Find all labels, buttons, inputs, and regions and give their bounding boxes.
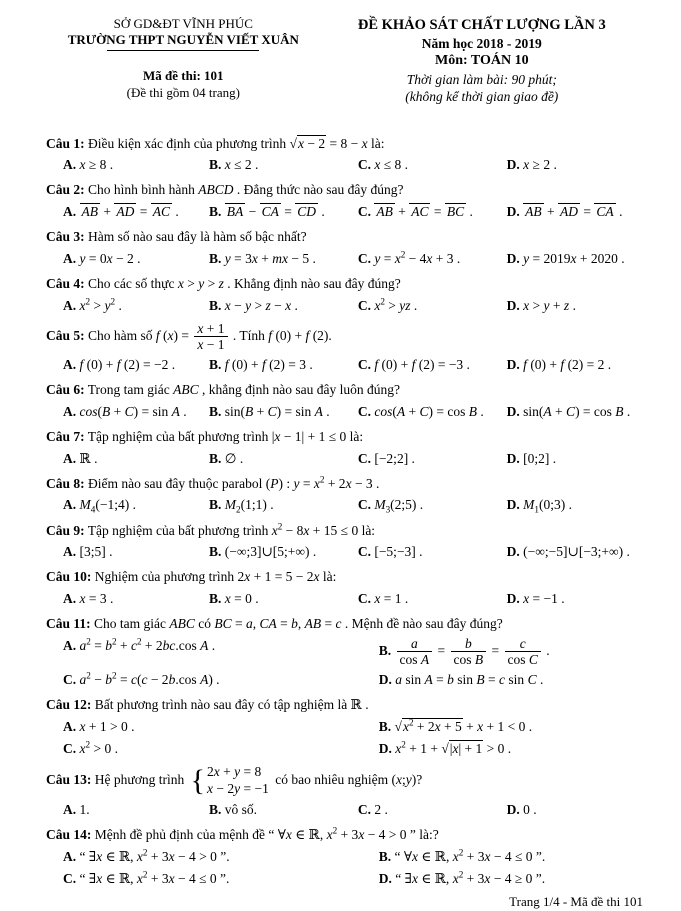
question-stem: Trong tam giác ABC , khẳng định nào sau đây luôn đúng? xyxy=(87,382,400,398)
answer-option: A. x + 1 > 0 . xyxy=(63,718,135,734)
question xyxy=(46,567,643,609)
answer-option: A. x = 3 . xyxy=(63,591,114,607)
answer-option: C. f (0) + f (2) = −3 . xyxy=(357,356,470,372)
question-stem-line xyxy=(46,567,643,587)
question xyxy=(46,614,643,690)
question-label: Câu 9: xyxy=(46,522,85,538)
answer-option: B. x − y > z − x . xyxy=(209,297,298,313)
answer-option: D. 0 . xyxy=(506,801,537,817)
answer-option: B. (−∞;3]∪[5;+∞) . xyxy=(209,544,317,560)
answer-option: A. $a^2 = b^2 + c^2 + 2bc.\cos$ A . xyxy=(63,636,216,653)
answer-option: B. y = 3x + mx − 5 . xyxy=(209,250,316,266)
answer-option: B. “ ∀x ∈ ℝ, $x^2 + 3x - 4 \le 0$ ”. xyxy=(378,847,546,864)
question-stem: Tập nghiệm của bất phương trình $x^2 - 8x + 15 \le 0$ là: xyxy=(87,521,376,538)
answer-option: B. $M_2(1;1)$ . xyxy=(209,497,274,516)
answer-option: C. x ≤ 8 . xyxy=(357,157,408,173)
answer-option: B. sin(B + C) = sin A . xyxy=(209,403,330,419)
answer-option: A. x ≥ 8 . xyxy=(63,157,114,173)
answer-option: A. y = 0x − 2 . xyxy=(63,250,141,266)
answer-option: C. $x^2 > 0$ . xyxy=(63,739,118,756)
subject-line: Môn: TOÁN 10 xyxy=(434,53,529,69)
answer-option: C. $y = x^2 - 4x + 3$ . xyxy=(357,249,461,266)
question-stem-line xyxy=(46,521,643,541)
answer-option: D. AB + AD = CA . xyxy=(506,204,623,220)
answer-option: D. [0;2] . xyxy=(506,450,557,466)
question-stem: Điểm nào sau đây thuộc parabol (P) : $y = x^2 + 2x - 3$ . xyxy=(88,474,380,491)
question xyxy=(46,321,643,375)
header xyxy=(46,16,643,106)
question xyxy=(46,521,643,563)
answer-option: C. AB + AC = BC . xyxy=(357,204,473,220)
answer-option: D. $x^2 + 1 + √|x| + 1 > 0$ . xyxy=(378,739,512,756)
question-options xyxy=(46,449,643,469)
question-label: Câu 8: xyxy=(46,475,85,491)
question-stem: Bất phương trình nào sau đây có tập nghiệm là ℝ . xyxy=(94,697,369,713)
question-stem-line xyxy=(46,764,643,798)
question-label: Câu 11: xyxy=(46,616,91,632)
answer-option: D. x = −1 . xyxy=(506,591,565,607)
answer-option: A. 1. xyxy=(63,801,90,817)
exam-title: ĐỀ KHẢO SÁT CHẤT LƯỢNG LẦN 3 xyxy=(357,17,606,33)
answer-option: C. x = 1 . xyxy=(357,591,409,607)
question-options xyxy=(46,717,643,760)
question-options xyxy=(46,202,643,222)
answer-option: C. “ ∃x ∈ ℝ, $x^2 + 3x - 4 \le 0$ ”. xyxy=(63,869,230,886)
question-stem-line xyxy=(46,134,643,154)
question-stem-line xyxy=(46,427,643,447)
question xyxy=(46,764,643,820)
question-stem: Tập nghiệm của bất phương trình |x − 1| + 1 ≤ 0 là: xyxy=(87,429,364,445)
answer-option: C. [−2;2] . xyxy=(357,450,415,466)
question-options xyxy=(46,636,643,690)
school-block xyxy=(46,16,321,102)
question-options xyxy=(46,800,643,820)
question-stem-line xyxy=(46,321,643,353)
question-stem-line xyxy=(46,825,643,845)
question-label: Câu 6: xyxy=(46,382,85,398)
answer-option: D. “ ∃x ∈ ℝ, $x^2 + 3x - 4 \ge 0$ ”. xyxy=(378,869,546,886)
department-name: SỞ GD&ĐT VĨNH PHÚC xyxy=(113,16,253,31)
question-stem: Hàm số nào sau đây là hàm số bậc nhất? xyxy=(88,229,307,245)
school-name-underline xyxy=(107,50,259,51)
exam-code: Mã đề thi: 101 xyxy=(143,68,224,84)
question-stem-line xyxy=(46,274,643,294)
question-stem: Cho hình bình hành ABCD . Đẳng thức nào sau đây đúng? xyxy=(88,182,404,198)
question xyxy=(46,474,643,516)
answer-option: D. x ≥ 2 . xyxy=(506,157,557,173)
question-stem: Cho các số thực x > y > z . Khẳng định nào sau đây đúng? xyxy=(88,276,401,292)
question-label: Câu 7: xyxy=(46,429,85,445)
question-stem: Cho tam giác ABC có BC = a, CA = b, AB = c . Mệnh đề nào sau đây đúng? xyxy=(94,616,503,632)
question-label: Câu 1: xyxy=(46,135,85,151)
answer-option: A. $x^2 > y^2$ . xyxy=(63,296,122,313)
pages-note: (Đề thi gồm 04 trang) xyxy=(126,85,240,101)
question-label: Câu 13: xyxy=(46,772,92,788)
question-label: Câu 5: xyxy=(46,328,85,344)
answer-option: B. x ≤ 2 . xyxy=(209,157,259,173)
question-stem: Điều kiện xác định của phương trình √x − 2 = 8 − x là: xyxy=(88,135,385,151)
question-options xyxy=(46,402,643,422)
question-options xyxy=(46,542,643,562)
answer-option: C. $x^2$ > yz . xyxy=(357,296,418,313)
answer-option: D. sin(A + C) = cos B . xyxy=(506,403,631,419)
question-options xyxy=(46,249,643,269)
question-stem-line xyxy=(46,695,643,715)
answer-option: B. ∅ . xyxy=(209,450,244,466)
answer-option: A. f (0) + f (2) = −2 . xyxy=(63,356,176,372)
answer-option: B. $√x^2 + 2x + 5 + x + 1 < 0$ . xyxy=(378,717,533,734)
answer-option: D. (−∞;−5]∪[−3;+∞) . xyxy=(506,544,630,560)
answer-option: A. $M_4(-1;4)$ . xyxy=(63,497,136,516)
question-label: Câu 3: xyxy=(46,229,85,245)
page-footer xyxy=(46,894,643,911)
question xyxy=(46,227,643,269)
answer-option: B. BA − CA = CD . xyxy=(209,204,325,220)
question-stem: Cho hàm số f (x) = $\frac{x + 1}{x - 1}$ . Tính f (0) + f (2). xyxy=(88,320,332,353)
answer-option: D. a sin A = b sin B = c sin C . xyxy=(378,671,544,687)
question xyxy=(46,380,643,422)
exam-info-block xyxy=(321,16,643,106)
answer-option: A. cos(B + C) = sin A . xyxy=(63,403,187,419)
answer-option: C. $M_3(2;5)$ . xyxy=(357,497,424,516)
question-stem-line xyxy=(46,474,643,494)
answer-option: C. $a^2 - b^2 = c(c - 2b.\cos$ A) . xyxy=(63,670,220,687)
questions xyxy=(46,134,643,895)
question-stem-line xyxy=(46,614,643,634)
question xyxy=(46,427,643,469)
question-stem-line xyxy=(46,380,643,400)
question-options xyxy=(46,589,643,609)
answer-option: C. 2 . xyxy=(357,801,388,817)
question-options xyxy=(46,155,643,175)
question-label: Câu 14: xyxy=(46,827,92,843)
question xyxy=(46,695,643,759)
question-label: Câu 2: xyxy=(46,182,85,198)
question-options xyxy=(46,495,643,515)
answer-option: B. x = 0 . xyxy=(209,591,259,607)
answer-option: C. [−5;−3] . xyxy=(357,544,423,560)
answer-option: A. “ ∃x ∈ ℝ, $x^2 + 3x - 4 > 0$ ”. xyxy=(63,847,230,864)
answer-option: B. vô số. xyxy=(209,801,258,817)
answer-option: A. [3;5] . xyxy=(63,544,113,560)
question xyxy=(46,274,643,316)
answer-option: B. $\frac{a}{\text{cos A}}$ = $\frac{b}{\text{cos B}}$ = $\frac{c}{\text{cos C}}$ . xyxy=(378,635,550,668)
duration-line: Thời gian làm bài: 90 phút; xyxy=(406,71,557,87)
answer-option: D. $M_1(0;3)$ . xyxy=(506,497,573,516)
question-stem: Mệnh đề phủ định của mệnh đề “ ∀x ∈ ℝ, $x^2 + 3x - 4 > 0$ ” là:? xyxy=(94,825,439,843)
answer-option: D. x > y + z . xyxy=(506,297,576,313)
answer-option: A. ℝ . xyxy=(63,450,98,466)
question-label: Câu 4: xyxy=(46,276,85,292)
question-stem-line xyxy=(46,227,643,247)
question-label: Câu 12: xyxy=(46,697,92,713)
question-stem: Hệ phương trình { 2x + y = 8 x − 2y = −1 có bao nhiêu nghiệm (x;y)? xyxy=(94,764,423,798)
question-stem-line xyxy=(46,180,643,200)
question-stem: Nghiệm của phương trình 2x + 1 = 5 − 2x là: xyxy=(94,569,337,585)
question-options xyxy=(46,355,643,375)
page-info: Trang 1/4 - Mã đề thi 101 xyxy=(509,894,643,910)
answer-option: D. f (0) + f (2) = 2 . xyxy=(506,356,612,372)
school-year: Năm học 2018 - 2019 xyxy=(421,35,542,51)
duration-note: (không kể thời gian giao đề) xyxy=(405,89,559,105)
question xyxy=(46,825,643,889)
answer-option: A. AB + AD = AC . xyxy=(63,204,179,220)
school-name: TRƯỜNG THPT NGUYỄN VIẾT XUÂN xyxy=(67,32,299,48)
question-label: Câu 10: xyxy=(46,569,92,585)
answer-option: C. cos(A + C) = cos B . xyxy=(357,403,484,419)
question xyxy=(46,180,643,222)
answer-option: D. y = 2019x + 2020 . xyxy=(506,250,625,266)
answer-option: B. f (0) + f (2) = 3 . xyxy=(209,356,313,372)
question-options xyxy=(46,847,643,890)
question-options xyxy=(46,296,643,316)
question xyxy=(46,134,643,176)
